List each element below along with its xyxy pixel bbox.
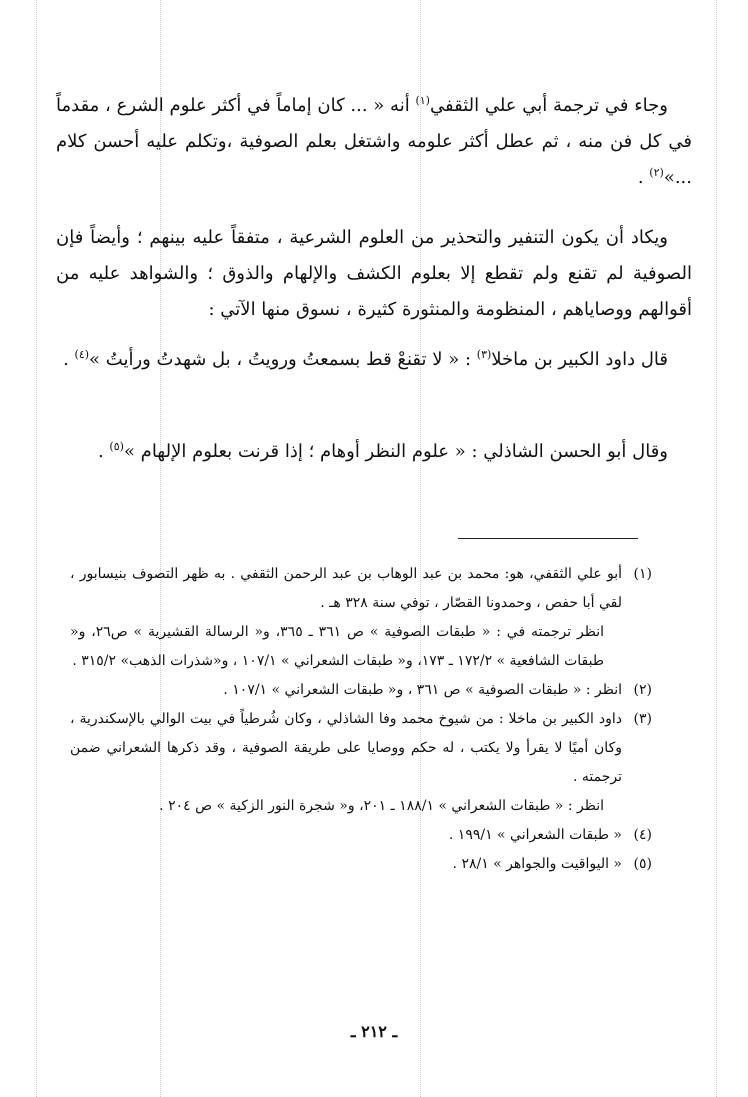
footnote-text: « طبقات الشعراني » ١٩٩/١ .	[448, 827, 622, 843]
footnote-number: (٤)	[633, 827, 652, 843]
paragraph-abu-ali-thaqafi: وجاء في ترجمة أبي علي الثقفي$^{(١)}$ أنه « ... كان إماماً في أكثر علوم الشرع ، مقدماً في كل فن منه ، ثم عطل أكثر علومه واشتغل بعلم الصوفية ،وتكلم عليه أحسن كلام ...»$^{(٢)}$ .	[56, 94, 692, 188]
footnote-3-sources: انظر : « طبقات الشعراني » ١٨٨/١ ـ ٢٠١، و« شجرة النور الزكية » ص ٢٠٤ .	[159, 798, 604, 814]
page-margin-line	[36, 0, 37, 1097]
footnote-ref[interactable]: (٣)	[476, 348, 492, 361]
footnote-ref[interactable]: (١)	[415, 94, 430, 107]
page-margin-line	[716, 0, 717, 1097]
footnote-ref[interactable]: (٢)	[649, 166, 664, 179]
footnote-text: أبو علي الثقفي، هو: محمد بن عبد الوهاب بن عبد الرحمن الثقفي . به ظهر التصوف بنيسابور ، لقي أبا حفص ، وحمدونا القصّار ، توفي سنة ٣٢٨ هـ .	[70, 566, 622, 611]
footnote-number: (٣)	[633, 711, 652, 727]
footnote-number: (٥)	[633, 856, 652, 872]
paragraph-sufi-knowledge: ويكاد أن يكون التنفير والتحذير من العلوم الشرعية ، متفقاً عليه بينهم ؛ وأيضاً فإن الصوفية لم تقنع ولم تقطع إلا بعلوم الكشف والإلهام والذوق ؛ والشواهد عليه من أقوالهم ووصاياهم ، المنظومة والمنثورة كثيرة ، نسوق منها الآتي :	[56, 227, 692, 320]
footnote-ref[interactable]: (٥)	[109, 440, 124, 453]
footnote-number: (١)	[633, 566, 652, 582]
footnote-4	[70, 821, 652, 850]
page-number: ـ ٢١٢ ـ	[350, 1022, 398, 1041]
footnote-text: « اليواقيت والجواهر » ٢٨/١ .	[452, 856, 622, 872]
footnote-1-sources: انظر ترجمته في : « طبقات الصوفية » ص ٣٦١ ـ ٣٦٥، و« الرسالة القشيرية » ص٢٦، و« طبقات الشافعية » ١٧٢/٢ ـ ١٧٣، و« طبقات الشعراني » ١٠٧/١ ، و«شذرات الذهب» ٣١٥/٢ .	[70, 624, 604, 669]
footnotes-section	[70, 560, 652, 879]
footnote-separator	[458, 538, 638, 539]
paragraph-shadhili-quote: وقال أبو الحسن الشاذلي : « علوم النظر أوهام ؛ إذا قرنت بعلوم الإلهام »$^{(٥)}$ .	[97, 440, 668, 462]
footnote-text: داود الكبير بن ماخلا : من شيوخ محمد وفا الشاذلي ، وكان شُرطياً في بيت الوالي بالإسكندرية ، وكان أميًا لا يقرأ ولا يكتب ، له حكم ووصايا على طريقة الصوفية ، وقد ذكرها الشعراني ضمن ترجمته .	[70, 711, 622, 785]
footnote-2	[70, 676, 652, 705]
footnote-text: انظر : « طبقات الصوفية » ص ٣٦١ ، و« طبقات الشعراني » ١٠٧/١ .	[223, 682, 622, 698]
footnote-3	[70, 705, 652, 792]
footnote-1	[70, 560, 652, 618]
footnote-5	[70, 850, 652, 879]
paragraph-dawud-quote: قال داود الكبير بن ماخلا$^{(٣)}$ : « لا تقنعْ قط بسمعتُ ورويتُ ، بل شهدتُ ورأيتُ »$^{(٤)}$ .	[63, 348, 668, 370]
footnote-ref[interactable]: (٤)	[74, 348, 90, 361]
footnote-number: (٢)	[633, 682, 652, 698]
